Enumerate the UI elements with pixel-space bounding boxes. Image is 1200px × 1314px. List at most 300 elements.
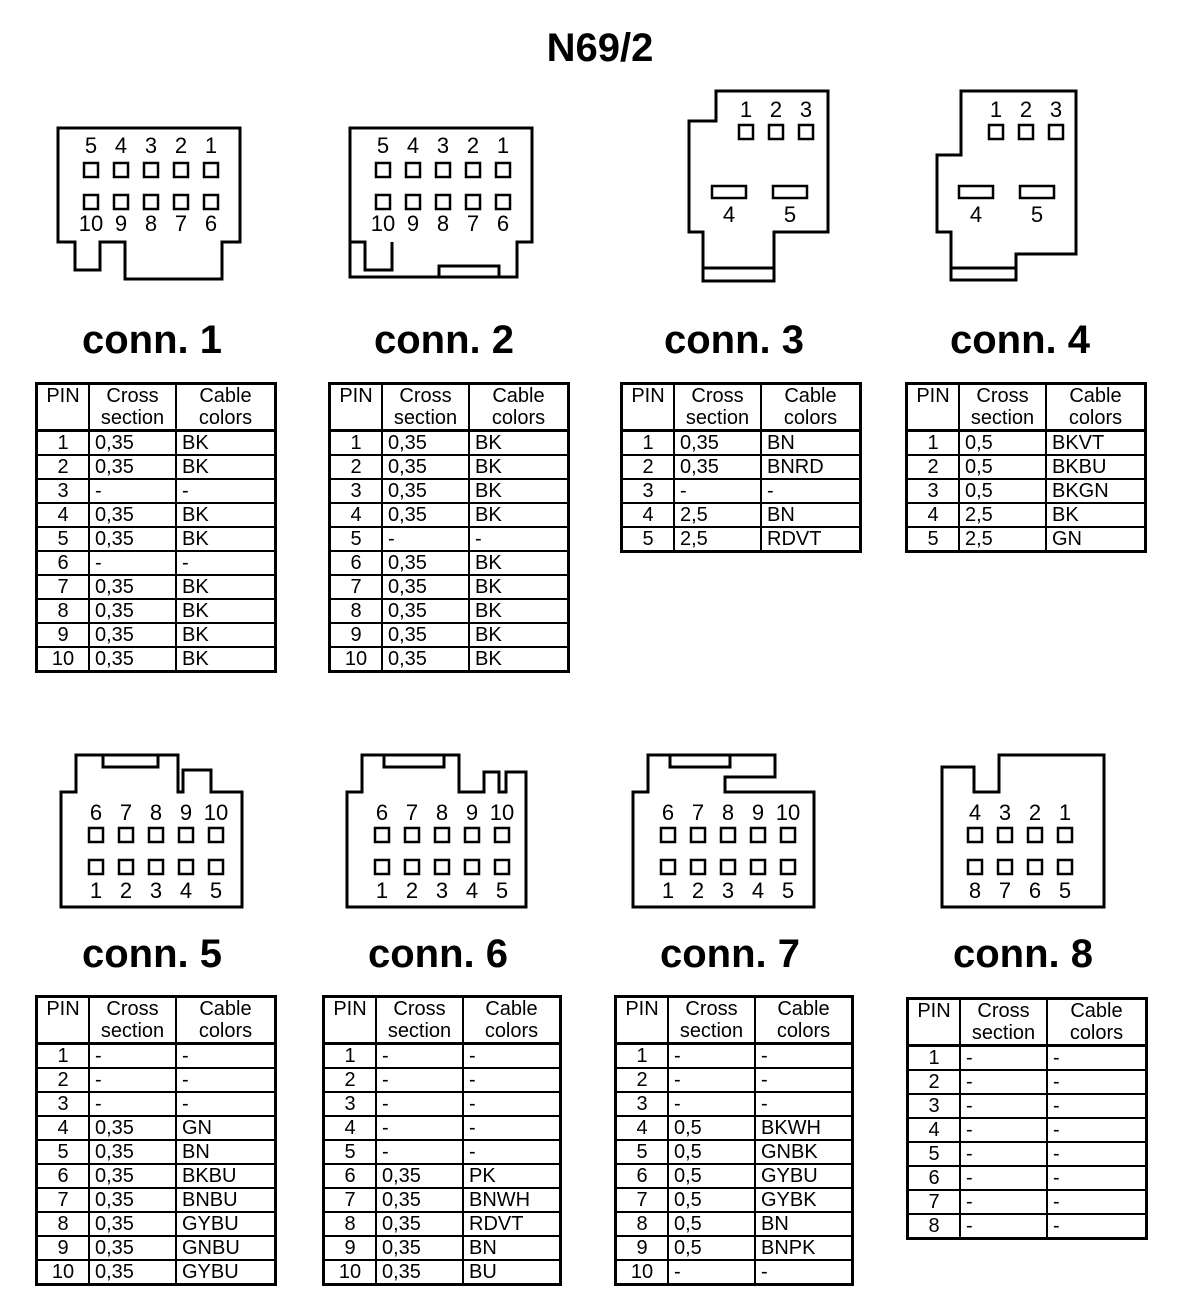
table-row xyxy=(37,647,276,672)
table-row xyxy=(37,1140,276,1164)
pin-label: 6 xyxy=(661,800,675,825)
pin-number: 1 xyxy=(622,431,675,456)
pin-label: 5 xyxy=(783,202,797,227)
cable-color-value: BK xyxy=(176,527,276,551)
pin-number: 1 xyxy=(330,431,383,456)
cross-section-value: - xyxy=(376,1044,463,1069)
pin-label: 2 xyxy=(174,133,188,158)
pin-cavity xyxy=(1028,828,1042,842)
cross-section-value: - xyxy=(960,1046,1047,1071)
table-row xyxy=(908,1118,1147,1142)
header-cross-section: Cross section xyxy=(89,384,176,431)
pin-label: 1 xyxy=(89,878,103,903)
cross-section-value: - xyxy=(960,1142,1047,1166)
pin-label: 1 xyxy=(989,97,1003,122)
pin-cavity xyxy=(773,186,807,198)
pin-label: 2 xyxy=(691,878,705,903)
table-row xyxy=(324,1260,561,1285)
pin-cavity xyxy=(465,860,479,874)
pin-label: 7 xyxy=(998,878,1012,903)
pin-cavity xyxy=(376,163,390,177)
pin-number: 8 xyxy=(908,1214,961,1239)
connector-1-drawing xyxy=(55,125,245,285)
table-row xyxy=(907,431,1146,456)
cable-color-value: BN xyxy=(463,1236,561,1260)
pin-number: 5 xyxy=(324,1140,377,1164)
pin-cavity xyxy=(204,195,218,209)
cable-color-value: BK xyxy=(1046,503,1146,527)
pin-label: 7 xyxy=(691,800,705,825)
pin-label: 2 xyxy=(1019,97,1033,122)
cable-color-value: - xyxy=(1047,1094,1147,1118)
connector-7-pin-table xyxy=(614,995,854,1286)
cable-color-value: BKGN xyxy=(1046,479,1146,503)
pin-label: 2 xyxy=(119,878,133,903)
pin-cavity xyxy=(495,860,509,874)
cross-section-value: 0,35 xyxy=(382,479,469,503)
pin-number: 6 xyxy=(908,1166,961,1190)
table-row xyxy=(908,1046,1147,1071)
pin-cavity xyxy=(375,828,389,842)
cross-section-value: - xyxy=(960,1190,1047,1214)
cable-color-value: BNBU xyxy=(176,1188,276,1212)
cable-color-value: - xyxy=(1047,1142,1147,1166)
connector-1-pin-table xyxy=(35,382,277,673)
cable-color-value: - xyxy=(463,1068,561,1092)
pin-label: 3 xyxy=(149,878,163,903)
pin-cavity xyxy=(114,163,128,177)
pin-label: 1 xyxy=(204,133,218,158)
pin-number: 8 xyxy=(37,1212,90,1236)
cross-section-value: 0,35 xyxy=(89,1188,176,1212)
pin-cavity xyxy=(209,860,223,874)
connector-8-pin-table xyxy=(906,997,1148,1240)
connector-1-label: conn. 1 xyxy=(81,318,223,362)
header-pin: PIN xyxy=(908,999,961,1046)
header-pin: PIN xyxy=(622,384,675,431)
cross-section-value: - xyxy=(376,1116,463,1140)
pin-number: 7 xyxy=(324,1188,377,1212)
cross-section-value: 0,35 xyxy=(89,647,176,672)
table-row xyxy=(616,1044,853,1069)
table-row xyxy=(330,455,569,479)
table-row xyxy=(616,1140,853,1164)
cable-color-value: - xyxy=(463,1044,561,1069)
cross-section-value: - xyxy=(89,479,176,503)
cable-color-value: BN xyxy=(176,1140,276,1164)
table-row xyxy=(37,1188,276,1212)
cross-section-value: - xyxy=(960,1094,1047,1118)
cross-section-value: 0,35 xyxy=(382,599,469,623)
pin-cavity xyxy=(436,195,450,209)
pin-number: 8 xyxy=(37,599,90,623)
pin-number: 10 xyxy=(37,647,90,672)
connector-3-pin-table xyxy=(620,382,862,553)
pin-cavity xyxy=(989,125,1003,139)
cross-section-value: - xyxy=(674,479,761,503)
pin-cavity xyxy=(436,163,450,177)
pin-number: 2 xyxy=(622,455,675,479)
pin-label: 9 xyxy=(751,800,765,825)
connector-2-drawing xyxy=(347,125,537,285)
pin-number: 10 xyxy=(324,1260,377,1285)
pin-label: 5 xyxy=(209,878,223,903)
table-row xyxy=(908,1094,1147,1118)
pin-cavity xyxy=(466,163,480,177)
pin-label: 1 xyxy=(739,97,753,122)
cable-color-value: GYBK xyxy=(755,1188,853,1212)
cross-section-value: - xyxy=(668,1092,755,1116)
pin-cavity xyxy=(1028,860,1042,874)
pin-cavity xyxy=(1019,125,1033,139)
table-row xyxy=(37,431,276,456)
table-row xyxy=(616,1068,853,1092)
pin-cavity xyxy=(496,195,510,209)
pin-number: 1 xyxy=(908,1046,961,1071)
pin-cavity xyxy=(721,860,735,874)
pin-number: 5 xyxy=(907,527,960,552)
header-cable-colors: Cable colors xyxy=(1047,999,1147,1046)
table-row xyxy=(907,455,1146,479)
pin-number: 7 xyxy=(330,575,383,599)
cable-color-value: - xyxy=(1047,1214,1147,1239)
cable-color-value: BK xyxy=(469,479,569,503)
pin-cavity xyxy=(179,860,193,874)
pin-number: 3 xyxy=(324,1092,377,1116)
cable-color-value: - xyxy=(1047,1118,1147,1142)
pin-label: 6 xyxy=(1028,878,1042,903)
pin-label: 9 xyxy=(406,211,420,236)
pin-number: 5 xyxy=(37,1140,90,1164)
pin-label: 5 xyxy=(1030,202,1044,227)
pin-cavity xyxy=(968,828,982,842)
pin-label: 4 xyxy=(751,878,765,903)
cross-section-value: 0,35 xyxy=(89,455,176,479)
cross-section-value: 0,35 xyxy=(382,647,469,672)
pin-cavity xyxy=(174,163,188,177)
pin-cavity xyxy=(751,828,765,842)
table-row xyxy=(622,503,861,527)
pin-cavity xyxy=(435,860,449,874)
cable-color-value: - xyxy=(176,1092,276,1116)
pin-number: 1 xyxy=(616,1044,669,1069)
pin-number: 5 xyxy=(616,1140,669,1164)
header-pin: PIN xyxy=(324,997,377,1044)
cable-color-value: BK xyxy=(469,551,569,575)
table-row xyxy=(908,1214,1147,1239)
table-row xyxy=(907,527,1146,552)
table-row xyxy=(616,1116,853,1140)
header-cable-colors: Cable colors xyxy=(761,384,861,431)
pin-number: 2 xyxy=(616,1068,669,1092)
pin-number: 6 xyxy=(37,1164,90,1188)
pin-number: 1 xyxy=(37,1044,90,1069)
cross-section-value: 0,35 xyxy=(89,1116,176,1140)
connector-3-drawing xyxy=(686,88,836,288)
pin-number: 5 xyxy=(908,1142,961,1166)
pin-label: 4 xyxy=(179,878,193,903)
table-row xyxy=(616,1164,853,1188)
table-row xyxy=(324,1140,561,1164)
table-row xyxy=(37,1260,276,1285)
pin-cavity xyxy=(406,163,420,177)
pin-number: 8 xyxy=(330,599,383,623)
table-row xyxy=(330,599,569,623)
pin-number: 4 xyxy=(324,1116,377,1140)
table-row xyxy=(330,551,569,575)
connector-5-label: conn. 5 xyxy=(81,932,223,976)
cross-section-value: - xyxy=(668,1260,755,1285)
pin-label: 4 xyxy=(722,202,736,227)
cross-section-value: 0,35 xyxy=(382,503,469,527)
cable-color-value: GYBU xyxy=(755,1164,853,1188)
pin-cavity xyxy=(1058,828,1072,842)
cable-color-value: BK xyxy=(469,455,569,479)
pin-number: 9 xyxy=(324,1236,377,1260)
table-row xyxy=(330,647,569,672)
connector-2-pin-table xyxy=(328,382,570,673)
pin-cavity xyxy=(712,186,746,198)
cable-color-value: - xyxy=(755,1260,853,1285)
cross-section-value: - xyxy=(668,1044,755,1069)
table-row xyxy=(37,1116,276,1140)
table-row xyxy=(37,503,276,527)
cable-color-value: RDVT xyxy=(761,527,861,552)
cross-section-value: - xyxy=(960,1118,1047,1142)
header-cable-colors: Cable colors xyxy=(1046,384,1146,431)
table-row xyxy=(908,1142,1147,1166)
connector-3-label: conn. 3 xyxy=(663,318,805,362)
cable-color-value: BK xyxy=(176,599,276,623)
table-row xyxy=(616,1260,853,1285)
pin-cavity xyxy=(959,186,993,198)
table-row xyxy=(37,1212,276,1236)
pin-label: 9 xyxy=(465,800,479,825)
pin-label: 7 xyxy=(119,800,133,825)
cross-section-value: 0,35 xyxy=(376,1236,463,1260)
pin-label: 6 xyxy=(375,800,389,825)
pin-label: 4 xyxy=(114,133,128,158)
pin-label: 3 xyxy=(436,133,450,158)
pin-label: 3 xyxy=(435,878,449,903)
connector-8-label: conn. 8 xyxy=(952,932,1094,976)
table-row xyxy=(37,527,276,551)
cable-color-value: RDVT xyxy=(463,1212,561,1236)
pin-number: 3 xyxy=(37,479,90,503)
pin-number: 7 xyxy=(908,1190,961,1214)
pin-label: 3 xyxy=(144,133,158,158)
cable-color-value: BN xyxy=(761,503,861,527)
pin-label: 5 xyxy=(781,878,795,903)
table-row xyxy=(908,1190,1147,1214)
connector-4-drawing xyxy=(934,88,1084,288)
cable-color-value: BK xyxy=(176,431,276,456)
pin-label: 1 xyxy=(496,133,510,158)
cable-color-value: BKBU xyxy=(176,1164,276,1188)
cable-color-value: GNBU xyxy=(176,1236,276,1260)
cross-section-value: - xyxy=(89,1068,176,1092)
pin-number: 7 xyxy=(37,575,90,599)
cross-section-value: - xyxy=(376,1092,463,1116)
connector-6-drawing xyxy=(344,752,534,912)
pin-label: 2 xyxy=(769,97,783,122)
pin-number: 8 xyxy=(324,1212,377,1236)
cable-color-value: GNBK xyxy=(755,1140,853,1164)
pin-label: 4 xyxy=(968,800,982,825)
cable-color-value: - xyxy=(176,1068,276,1092)
table-row xyxy=(616,1188,853,1212)
cross-section-value: 0,5 xyxy=(959,455,1046,479)
pin-number: 9 xyxy=(330,623,383,647)
pin-cavity xyxy=(149,828,163,842)
pin-label: 5 xyxy=(495,878,509,903)
pin-cavity xyxy=(84,163,98,177)
cable-color-value: BNWH xyxy=(463,1188,561,1212)
pin-cavity xyxy=(769,125,783,139)
cross-section-value: 2,5 xyxy=(959,503,1046,527)
cable-color-value: BKWH xyxy=(755,1116,853,1140)
cable-color-value: - xyxy=(469,527,569,551)
cable-color-value: BNRD xyxy=(761,455,861,479)
header-pin: PIN xyxy=(907,384,960,431)
cross-section-value: 0,35 xyxy=(376,1212,463,1236)
cross-section-value: - xyxy=(89,551,176,575)
header-cross-section: Cross section xyxy=(382,384,469,431)
cross-section-value: 0,35 xyxy=(89,575,176,599)
table-row xyxy=(907,479,1146,503)
cross-section-value: 0,35 xyxy=(376,1260,463,1285)
table-row xyxy=(37,575,276,599)
cross-section-value: - xyxy=(960,1070,1047,1094)
cable-color-value: BU xyxy=(463,1260,561,1285)
cross-section-value: 0,5 xyxy=(668,1236,755,1260)
cable-color-value: BKBU xyxy=(1046,455,1146,479)
pin-number: 3 xyxy=(330,479,383,503)
pin-label: 8 xyxy=(149,800,163,825)
pin-number: 10 xyxy=(37,1260,90,1285)
pin-cavity xyxy=(721,828,735,842)
pin-label: 4 xyxy=(406,133,420,158)
cable-color-value: BK xyxy=(176,575,276,599)
cable-color-value: - xyxy=(755,1068,853,1092)
table-row xyxy=(616,1236,853,1260)
cross-section-value: 0,5 xyxy=(668,1116,755,1140)
table-row xyxy=(324,1068,561,1092)
pin-cavity xyxy=(144,163,158,177)
cable-color-value: BK xyxy=(469,647,569,672)
cross-section-value: 0,5 xyxy=(668,1212,755,1236)
table-row xyxy=(324,1212,561,1236)
cross-section-value: 0,35 xyxy=(376,1188,463,1212)
pin-cavity xyxy=(1020,186,1054,198)
pin-cavity xyxy=(998,828,1012,842)
table-row xyxy=(37,1068,276,1092)
pin-cavity xyxy=(799,125,813,139)
cross-section-value: 0,35 xyxy=(89,431,176,456)
pin-number: 4 xyxy=(907,503,960,527)
pin-label: 7 xyxy=(466,211,480,236)
cross-section-value: 0,35 xyxy=(89,527,176,551)
header-pin: PIN xyxy=(616,997,669,1044)
table-row xyxy=(330,431,569,456)
pin-label: 5 xyxy=(376,133,390,158)
cable-color-value: GYBU xyxy=(176,1260,276,1285)
pin-label: 10 xyxy=(78,211,104,236)
cable-color-value: GN xyxy=(176,1116,276,1140)
pin-number: 5 xyxy=(330,527,383,551)
pin-label: 6 xyxy=(204,211,218,236)
table-row xyxy=(330,479,569,503)
cable-color-value: BK xyxy=(176,503,276,527)
cable-color-value: BK xyxy=(176,455,276,479)
cable-color-value: - xyxy=(176,551,276,575)
pin-label: 2 xyxy=(1028,800,1042,825)
pin-cavity xyxy=(84,195,98,209)
pin-number: 3 xyxy=(616,1092,669,1116)
pin-cavity xyxy=(435,828,449,842)
pin-cavity xyxy=(406,195,420,209)
table-row xyxy=(622,455,861,479)
cable-color-value: BK xyxy=(469,575,569,599)
cable-color-value: BK xyxy=(469,599,569,623)
pin-label: 8 xyxy=(435,800,449,825)
cable-color-value: - xyxy=(176,479,276,503)
pin-number: 7 xyxy=(37,1188,90,1212)
pin-number: 9 xyxy=(37,623,90,647)
pin-number: 2 xyxy=(907,455,960,479)
cable-color-value: BK xyxy=(176,623,276,647)
header-cross-section: Cross section xyxy=(376,997,463,1044)
cross-section-value: 0,35 xyxy=(382,431,469,456)
pin-number: 2 xyxy=(324,1068,377,1092)
pin-cavity xyxy=(466,195,480,209)
table-row xyxy=(907,503,1146,527)
header-pin: PIN xyxy=(37,997,90,1044)
cable-color-value: - xyxy=(463,1116,561,1140)
table-row xyxy=(908,1166,1147,1190)
pin-cavity xyxy=(661,828,675,842)
pin-label: 10 xyxy=(370,211,396,236)
connector-8-drawing xyxy=(939,752,1109,912)
cross-section-value: - xyxy=(89,1092,176,1116)
connector-7-label: conn. 7 xyxy=(659,932,801,976)
cross-section-value: - xyxy=(376,1068,463,1092)
cable-color-value: BKVT xyxy=(1046,431,1146,456)
pin-label: 10 xyxy=(203,800,229,825)
table-row xyxy=(330,503,569,527)
cross-section-value: 0,35 xyxy=(382,623,469,647)
header-cross-section: Cross section xyxy=(674,384,761,431)
header-cable-colors: Cable colors xyxy=(176,384,276,431)
pin-number: 6 xyxy=(616,1164,669,1188)
cable-color-value: GN xyxy=(1046,527,1146,552)
pin-cavity xyxy=(119,860,133,874)
cable-color-value: BN xyxy=(761,431,861,456)
pin-number: 8 xyxy=(616,1212,669,1236)
pin-cavity xyxy=(751,860,765,874)
table-row xyxy=(37,1044,276,1069)
pin-cavity xyxy=(405,828,419,842)
table-row xyxy=(330,527,569,551)
header-cross-section: Cross section xyxy=(89,997,176,1044)
pin-number: 3 xyxy=(907,479,960,503)
cable-color-value: BK xyxy=(469,431,569,456)
pin-number: 4 xyxy=(908,1118,961,1142)
pin-cavity xyxy=(179,828,193,842)
table-row xyxy=(616,1092,853,1116)
pin-cavity xyxy=(739,125,753,139)
cable-color-value: - xyxy=(1047,1166,1147,1190)
